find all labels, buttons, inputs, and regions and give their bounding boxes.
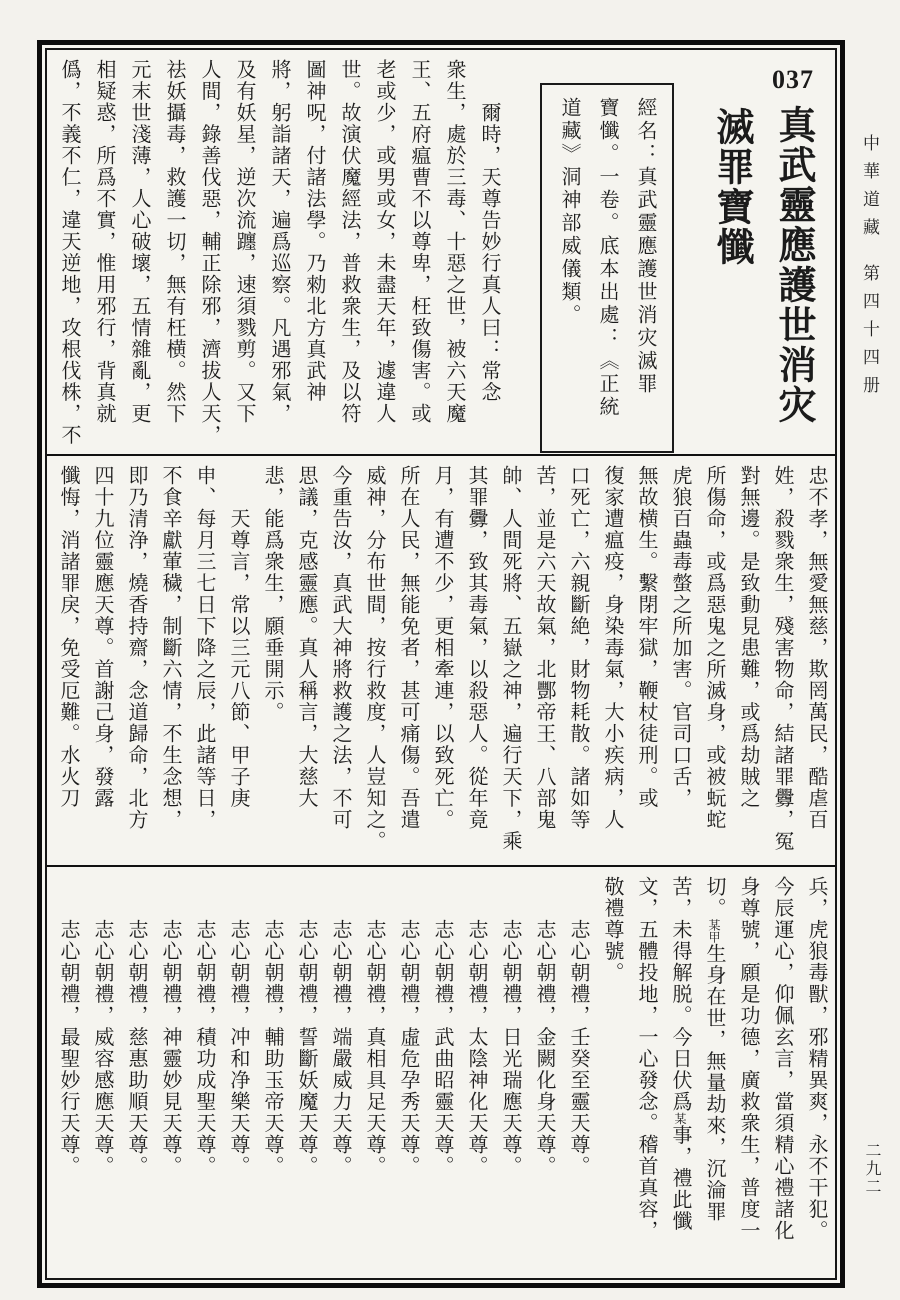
- text-column: 今重告汝，真武大神將救護之法，不可: [329, 465, 351, 831]
- text-column: 所傷命，或爲惡鬼之所滅身，或被蚖蛇: [703, 465, 725, 831]
- small-annotation-text: 某: [673, 1112, 687, 1125]
- text-column: 老或少，或男或女，未盡天年，遽違人: [373, 59, 395, 425]
- text-column: 志心朝禮，真相具足天尊。: [363, 876, 385, 1177]
- page-frame: [37, 40, 845, 1288]
- text-column: 忠不孝，無愛無慈，欺罔萬民，酷虐百: [805, 465, 827, 831]
- text-column: 對無邊。是致動見患難，或爲劫賊之: [737, 465, 759, 809]
- text-column: 即乃清浄，燒香持齋，念道歸命，北方: [125, 465, 147, 831]
- text-column: 兵，虎狼毒獸，邪精異爽，永不干犯。: [805, 876, 827, 1242]
- text-column: 不食辛獻葷穢，制斷六情，不生念想，: [159, 465, 181, 831]
- text-column: 復家遭瘟疫，身染毒氣，大小疾病，人: [601, 465, 623, 831]
- text-column: 志心朝禮，日光瑞應天尊。: [499, 876, 521, 1177]
- text-column: 世。故演伏魔經法，普救衆生，及以符: [338, 59, 360, 425]
- text-column: 王、五府瘟曹不以尊卑，枉致傷害。或: [408, 59, 430, 425]
- text-column: 志心朝禮，神靈妙見天尊。: [159, 876, 181, 1177]
- top-band-flow: [47, 50, 835, 454]
- text-column: 僞，不義不仁，違天逆地，攻根伐株，不: [58, 59, 80, 446]
- page-frame-inner: [45, 48, 837, 1280]
- text-column: 敬禮尊號。: [601, 876, 623, 984]
- text-column: 申、每月三七日下降之辰，此諸等日，: [193, 465, 215, 831]
- text-column: 志心朝禮，虛危孕秀天尊。: [397, 876, 419, 1177]
- text-band-middle: [47, 456, 835, 867]
- top-band-columns: [51, 59, 506, 452]
- text-band-top: [47, 50, 835, 456]
- text-column: 志心朝禮，冲和净樂天尊。: [227, 876, 249, 1177]
- label-spacer: [868, 246, 870, 264]
- text-column: 切。某甲生身在世，無量劫來，沉淪罪: [703, 876, 725, 1223]
- colophon-box: [540, 83, 674, 453]
- scripture-title-line-2: 滅罪寶懺: [710, 107, 752, 267]
- text-column: 志心朝禮，壬癸至靈天尊。: [567, 876, 589, 1177]
- text-column: 將，躬詣諸天，遍爲巡察。凡遇邪氣，: [268, 59, 290, 425]
- text-column: 人間，錄善伐惡，輔正除邪，濟拔人天，: [198, 59, 220, 446]
- text-column: 苦，未得解脱。今日伏爲某事，禮此懺: [669, 876, 691, 1232]
- catalog-number: 037: [772, 65, 814, 94]
- text-column: 懺悔，消諸罪戾，免受厄難。水火刀: [57, 465, 79, 809]
- text-column: 爾時，天尊告妙行真人曰：常念: [478, 59, 500, 403]
- colophon-column: 經名：真武靈應護世消灾滅罪: [634, 97, 656, 396]
- edition-label: [857, 134, 882, 404]
- text-column: 志心朝禮，誓斷妖魔天尊。: [295, 876, 317, 1177]
- text-column: 及有妖星，逆次流躔，速須戮剪。又下: [233, 59, 255, 425]
- volume-name: 第四十四册: [860, 264, 879, 404]
- scripture-title-line-1: 真武靈應護世消灾: [772, 105, 814, 425]
- text-band-bottom: [47, 867, 835, 1278]
- text-column: 姓，殺戮衆生，殘害物命，結諸罪釁，冤: [771, 465, 793, 852]
- text-column: 文，五體投地，一心發念。稽首真容，: [635, 876, 657, 1242]
- text-column: 元末世淺薄，人心破壞，五情雜亂，更: [128, 59, 150, 425]
- page-number: 二九二: [863, 1142, 880, 1196]
- text-column: 相疑惑，所爲不實，惟用邪行，背真就: [93, 59, 115, 425]
- text-column: 威神，分布世間，按行救度，人豈知之。: [363, 465, 385, 852]
- text-column: 志心朝禮，端嚴威力天尊。: [329, 876, 351, 1177]
- text-column: 苦，並是六天故氣，北酆帝王、八部鬼: [533, 465, 555, 831]
- text-column: 圖神呪，付諸法學。乃勑北方真武神: [303, 59, 325, 403]
- text-column: 虎狼百蟲毒螫之所加害。官司口舌，: [669, 465, 691, 809]
- text-column: 天尊言，常以三元八節、甲子庚: [227, 465, 249, 809]
- colophon-column: 道藏》洞神部威儀類。: [558, 97, 580, 327]
- text-column: 志心朝禮，太陰神化天尊。: [465, 876, 487, 1177]
- scripture-title-block: [764, 59, 822, 452]
- text-column: 四十九位靈應天尊。首謝己身，發露: [91, 465, 113, 809]
- text-column: 帥、人間死將、五嶽之神，遍行天下，乘: [499, 465, 521, 852]
- text-column: 月，有遭不少，更相牽連，以致死亡。: [431, 465, 453, 831]
- text-column: 志心朝禮，武曲昭靈天尊。: [431, 876, 453, 1177]
- text-column: 今辰運心，仰佩玄言，當須精心禮諸化: [771, 876, 793, 1242]
- text-column: 口死亡，六親斷絶，財物耗散。諸如等: [567, 465, 589, 831]
- middle-band-columns: [47, 456, 835, 865]
- collection-name: 中華道藏: [860, 134, 879, 246]
- text-column: 祛妖攝毒，救護一切，無有枉横。然下: [163, 59, 185, 425]
- text-column: 身尊號，願是功德，廣救衆生，普度一: [737, 876, 759, 1242]
- text-column: 志心朝禮，輔助玉帝天尊。: [261, 876, 283, 1177]
- text-column: 其罪釁，致其毒氣，以殺惡人。從年竟: [465, 465, 487, 831]
- text-column: 衆生，處於三毒、十惡之世，被六天魔: [443, 59, 465, 425]
- text-column: 志心朝禮，威容感應天尊。: [91, 876, 113, 1177]
- text-column: 志心朝禮，金闕化身天尊。: [533, 876, 555, 1177]
- bottom-band-columns: [47, 867, 835, 1278]
- text-column: 志心朝禮，慈惠助順天尊。: [125, 876, 147, 1177]
- text-column: 志心朝禮，最聖妙行天尊。: [57, 876, 79, 1177]
- small-annotation-text: 某甲: [707, 919, 721, 943]
- text-column: 無故横生。繫閉牢獄，鞭杖徒刑。或: [635, 465, 657, 809]
- text-column: 志心朝禮，積功成聖天尊。: [193, 876, 215, 1177]
- colophon-column: 寶懺。一卷。底本出處：《正統: [596, 97, 618, 419]
- text-column: 悲，能爲衆生，願垂開示。: [261, 465, 283, 723]
- text-column: 思議，克感靈應。真人稱言，大慈大: [295, 465, 317, 809]
- text-column: 所在人民，無能免者，甚可痛傷。吾遣: [397, 465, 419, 831]
